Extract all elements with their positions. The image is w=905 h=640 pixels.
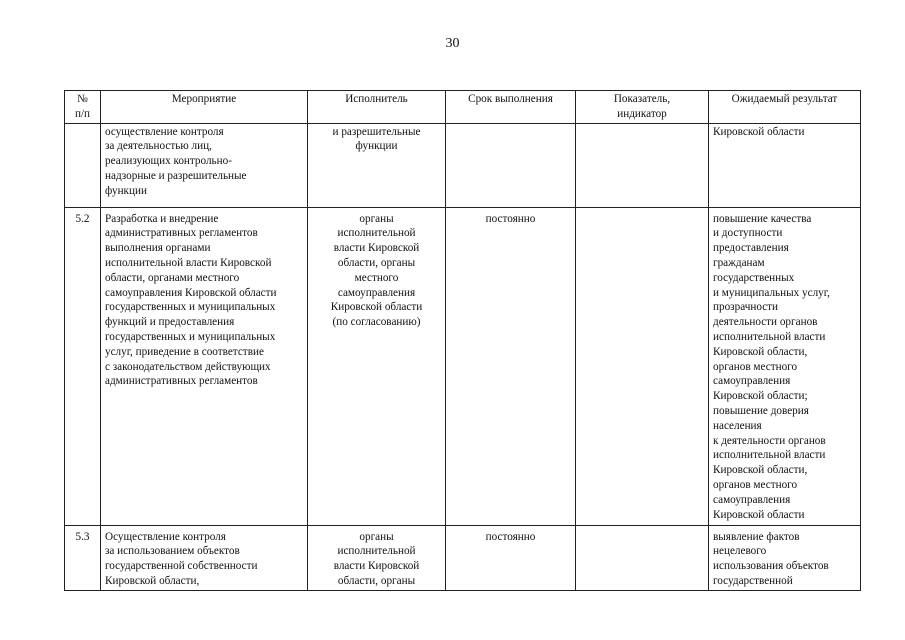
cell-deadline — [446, 123, 576, 207]
cell-deadline: постоянно — [446, 525, 576, 590]
cell-number: 5.2 — [65, 207, 101, 525]
header-indicator: Показатель, индикатор — [576, 91, 709, 124]
table-row — [65, 525, 861, 590]
table-row — [65, 123, 861, 207]
header-deadline: Срок выполнения — [446, 91, 576, 124]
action-plan-table — [64, 90, 861, 591]
header-measure: Мероприятие — [101, 91, 308, 124]
table-header-row — [65, 91, 861, 124]
cell-deadline: постоянно — [446, 207, 576, 525]
header-result: Ожидаемый результат — [709, 91, 861, 124]
cell-result: повышение качества и доступности предоставления гражданам государственных и муниципальных услуг, прозрачности деятельности органов исполнительной власти Кировской области, органов местного самоуправления Кировской области; повышение доверия населения к деятельности органов исполнительной власти Кировской области, органов местного самоуправления Кировской области — [709, 207, 861, 525]
cell-executor: и разрешительные функции — [308, 123, 446, 207]
cell-indicator — [576, 525, 709, 590]
cell-result: Кировской области — [709, 123, 861, 207]
page-number: 30 — [445, 36, 460, 51]
cell-result: выявление фактов нецелевого использования объектов государственной — [709, 525, 861, 590]
header-number: № п/п — [65, 91, 101, 124]
cell-executor: органы исполнительной власти Кировской области, органы местного самоуправления Кировской области (по согласованию) — [308, 207, 446, 525]
cell-indicator — [576, 207, 709, 525]
cell-executor: органы исполнительной власти Кировской области, органы — [308, 525, 446, 590]
table-row — [65, 207, 861, 525]
cell-number: 5.3 — [65, 525, 101, 590]
cell-measure: Осуществление контроля за использованием объектов государственной собственности Кировской области, — [101, 525, 308, 590]
cell-measure: осуществление контроля за деятельностью лиц, реализующих контрольно- надзорные и разрешительные функции — [101, 123, 308, 207]
cell-indicator — [576, 123, 709, 207]
header-executor: Исполнитель — [308, 91, 446, 124]
cell-measure: Разработка и внедрение административных регламентов выполнения органами исполнительной власти Кировской области, органами местного самоуправления Кировской области государственных и муниципальных функций и предоставления государственных и муниципальных услуг, приведение в соответствие с законодательством действующих административных регламентов — [101, 207, 308, 525]
cell-number — [65, 123, 101, 207]
